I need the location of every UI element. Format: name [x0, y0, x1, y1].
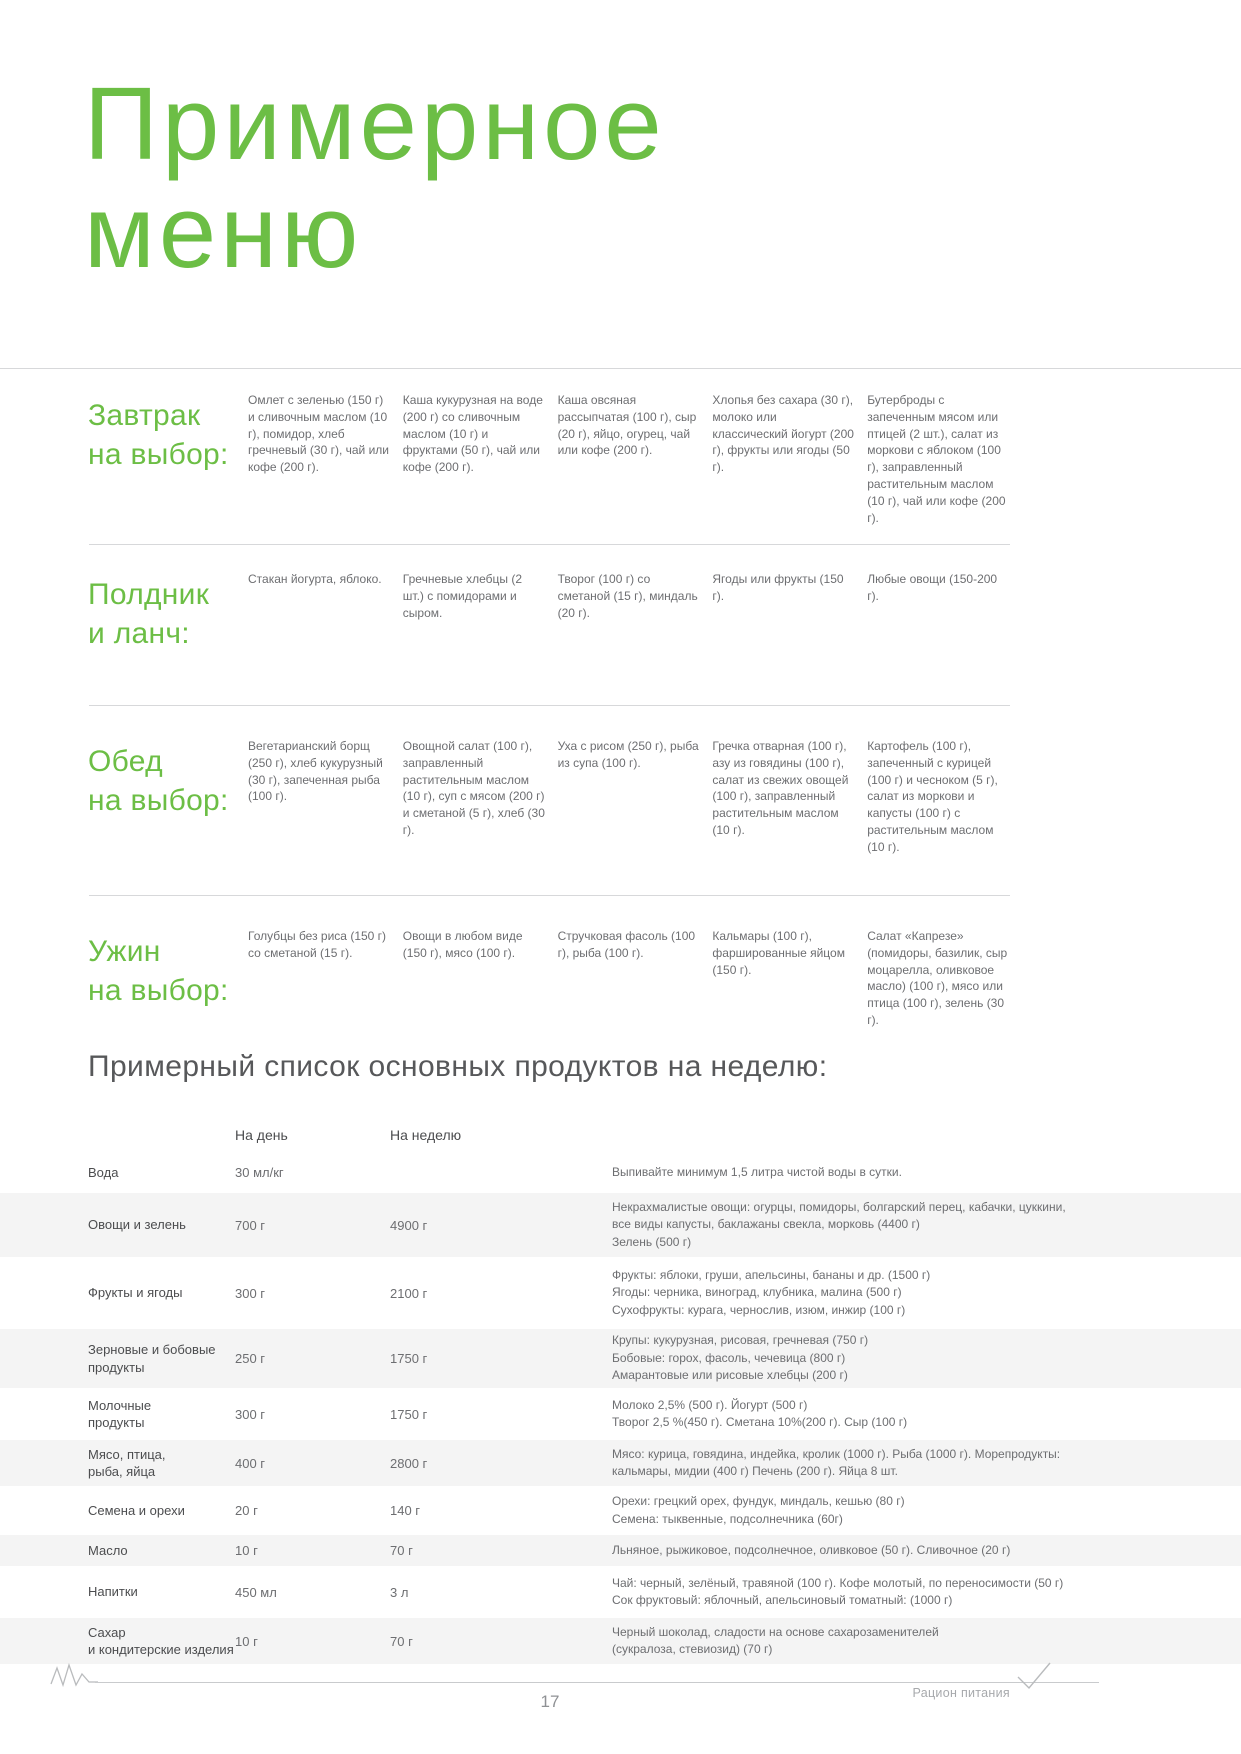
product-name: Напитки	[88, 1584, 138, 1600]
heartbeat-squiggle-icon	[50, 1663, 98, 1694]
product-name: Семена и орехи	[88, 1502, 185, 1518]
product-amount-day: 700 г	[235, 1217, 266, 1233]
product-amount-week: 1750 г	[390, 1351, 428, 1366]
product-description: Орехи: грецкий орех, фундук, миндаль, кешью (80 г) Семена: тыквенные, подсолнечника (60г)	[612, 1494, 905, 1526]
meal-section-lunch	[88, 738, 1010, 856]
product-description: Молоко 2,5% (500 г). Йогурт (500 г) Творог 2,5 %(450 г). Сметана 10%(200 г). Сыр (100 г)	[612, 1397, 908, 1429]
menu-option: Картофель (100 г), запеченный с курицей (100 г) и чесноком (5 г), салат из моркови и капусты (100 г) с растительным маслом (10 г).	[867, 739, 998, 854]
menu-option: Хлопья без сахара (30 г), молоко или классический йогурт (200 г), фрукты или ягоды (50 г).	[712, 393, 854, 475]
product-amount-day: 30 мл/кг	[235, 1165, 284, 1180]
product-amount-day: 250 г	[235, 1351, 266, 1366]
meal-label-line: Завтрак	[88, 399, 201, 432]
meal-options	[248, 392, 1010, 526]
products-table	[0, 1118, 1241, 1664]
product-amount-day: 10 г	[235, 1543, 258, 1558]
menu-option: Любые овощи (150-200 г).	[867, 572, 998, 603]
meal-section-breakfast	[88, 392, 1010, 526]
product-description: Черный шоколад, сладости на основе сахарозаменителей (сукралоза, стевиозид) (70 г)	[612, 1624, 939, 1656]
divider	[89, 895, 1010, 896]
meal-label	[88, 932, 248, 1029]
footer-section-label: Рацион питания	[912, 1686, 1010, 1700]
page-title-line1: Примерное	[84, 66, 666, 181]
meal-label-line: и ланч:	[88, 617, 190, 650]
product-description: Мясо: курица, говядина, индейка, кролик (1000 г). Рыба (1000 г). Морепродукты: кальмары, мидии (400 г) Печень (200 г). Яйца 8 шт.	[612, 1446, 1061, 1478]
meal-label	[88, 742, 248, 856]
menu-option: Вегетарианский борщ (250 г), хлеб кукурузный (30 г), запеченная рыба (100 г).	[248, 739, 383, 804]
divider	[0, 368, 1241, 369]
product-description: Крупы: кукурузная, рисовая, гречневая (750 г) Бобовые: горох, фасоль, чечевица (800 г) Амарантовые или рисовые хлебцы (200 г)	[612, 1333, 869, 1383]
products-table-header	[0, 1118, 1241, 1152]
product-amount-week: 70 г	[390, 1633, 413, 1649]
menu-option: Голубцы без риса (150 г) со сметаной (15 г).	[248, 929, 387, 960]
meal-section-snack	[88, 571, 1010, 653]
product-amount-week: 1750 г	[390, 1406, 428, 1422]
meal-label-line: Обед	[88, 745, 163, 778]
product-row-drinks	[0, 1566, 1241, 1618]
product-amount-week: 4900 г	[390, 1217, 428, 1233]
product-amount-week: 70 г	[390, 1543, 413, 1558]
meal-label	[88, 396, 248, 526]
page-title-line2: меню	[84, 174, 363, 290]
product-name: Овощи и зелень	[88, 1217, 186, 1233]
meal-options	[248, 571, 1010, 653]
product-description: Льняное, рыжиковое, подсолнечное, оливковое (50 г). Сливочное (20 г)	[612, 1542, 1011, 1557]
product-amount-day: 400 г	[235, 1455, 266, 1471]
products-heading: Примерный список основных продуктов на неделю:	[88, 1050, 828, 1083]
product-name: Фрукты и ягоды	[88, 1285, 183, 1301]
product-name: Зерновые и бобовые продукты	[88, 1342, 216, 1375]
menu-option: Стручковая фасоль (100 г), рыба (100 г).	[557, 929, 696, 960]
product-row-oil	[0, 1535, 1241, 1566]
menu-option: Овощной салат (100 г), заправленный растительным маслом (10 г), суп с мясом (200 г) и сметаной (5 г), хлеб (30 г).	[402, 739, 545, 837]
product-row-grains	[0, 1329, 1241, 1388]
product-row-seeds-nuts	[0, 1486, 1241, 1535]
meal-label-line: на выбор:	[88, 784, 229, 817]
meal-options	[248, 928, 1010, 1029]
product-description: Чай: черный, зелёный, травяной (100 г). Кофе молотый, по переносимости (50 г) Сок фруктовый: яблочный, апельсиновый томатный: (1000 г)	[612, 1575, 1064, 1607]
page-title	[84, 66, 666, 290]
product-description: Выпивайте минимум 1,5 литра чистой воды в сутки.	[612, 1164, 902, 1179]
product-amount-week: 140 г	[390, 1503, 421, 1518]
menu-option: Бутерброды с запеченным мясом или птицей (2 шт.), салат из моркови с яблоком (100 г), заправленный растительным маслом (10 г), чай или кофе (200 г).	[867, 393, 1006, 525]
menu-option: Салат «Капрезе» (помидоры, базилик, сыр моцарелла, оливковое масло) (100 г), мясо или птица (100 г), зелень (30 г).	[867, 929, 1008, 1027]
menu-option: Уха с рисом (250 г), рыба из супа (100 г).	[557, 739, 699, 770]
menu-option: Овощи в любом виде (150 г), мясо (100 г).	[402, 929, 523, 960]
product-amount-week: 2100 г	[390, 1285, 428, 1301]
menu-option: Гречневые хлебцы (2 шт.) с помидорами и сыром.	[402, 572, 523, 620]
product-description: Некрахмалистые овощи: огурцы, помидоры, болгарский перец, кабачки, цуккини, все виды капусты, баклажаны свекла, морковь (4400 г) Зелень (500 г)	[612, 1199, 1066, 1249]
menu-option: Кальмары (100 г), фаршированные яйцом (150 г).	[712, 929, 845, 977]
product-name: Вода	[88, 1164, 119, 1180]
meal-label	[88, 575, 248, 653]
menu-option: Каша овсяная рассыпчатая (100 г), сыр (20 г), яйцо, огурец, чай или кофе (200 г).	[557, 393, 697, 458]
menu-option: Стакан йогурта, яблоко.	[248, 572, 382, 586]
footer-rule	[95, 1682, 1099, 1683]
product-amount-day: 20 г	[235, 1503, 258, 1518]
product-amount-day: 450 мл	[235, 1584, 277, 1600]
divider	[89, 544, 1010, 545]
product-row-water	[0, 1152, 1241, 1193]
menu-option: Гречка отварная (100 г), азу из говядины (100 г), салат из свежих овощей (100 г), заправленный растительным маслом (10 г).	[712, 739, 849, 837]
product-row-meat	[0, 1440, 1241, 1486]
product-row-dairy	[0, 1388, 1241, 1440]
menu-option: Омлет с зеленью (150 г) и сливочным маслом (10 г), помидор, хлеб гречневый (30 г), чай или кофе (200 г).	[248, 393, 390, 475]
page-number: 17	[540, 1692, 560, 1711]
meal-label-line: Полдник	[88, 578, 210, 611]
product-name: Молочные продукты	[88, 1397, 152, 1430]
menu-option: Творог (100 г) со сметаной (15 г), миндаль (20 г).	[557, 572, 698, 620]
product-name: Сахар и кондитерские изделия	[88, 1624, 234, 1657]
column-header-day: На день	[235, 1127, 288, 1143]
product-amount-week: 3 л	[390, 1584, 409, 1600]
product-row-vegetables	[0, 1193, 1241, 1257]
product-name: Масло	[88, 1542, 128, 1558]
product-description: Фрукты: яблоки, груши, апельсины, бананы и др. (1500 г) Ягоды: черника, виноград, клубника, малина (500 г) Сухофрукты: курага, чернослив, изюм, инжир (100 г)	[612, 1267, 931, 1317]
product-name: Мясо, птица, рыба, яйца	[88, 1446, 166, 1479]
meal-section-dinner	[88, 928, 1010, 1029]
meal-label-line: Ужин	[88, 935, 161, 968]
meal-label-line: на выбор:	[88, 974, 229, 1007]
menu-option: Ягоды или фрукты (150 г).	[712, 572, 844, 603]
divider	[89, 705, 1010, 706]
meal-options	[248, 738, 1010, 856]
menu-option: Каша кукурузная на воде (200 г) со сливочным маслом (10 г) и фруктами (50 г), чай или кофе (200 г).	[402, 393, 543, 475]
product-amount-day: 300 г	[235, 1406, 266, 1422]
product-amount-day: 10 г	[235, 1633, 258, 1649]
meal-label-line: на выбор:	[88, 438, 229, 471]
product-amount-day: 300 г	[235, 1285, 266, 1301]
product-amount-week: 2800 г	[390, 1455, 428, 1471]
product-row-sugar	[0, 1618, 1241, 1664]
column-header-week: На неделю	[390, 1127, 462, 1143]
product-row-fruits	[0, 1257, 1241, 1329]
